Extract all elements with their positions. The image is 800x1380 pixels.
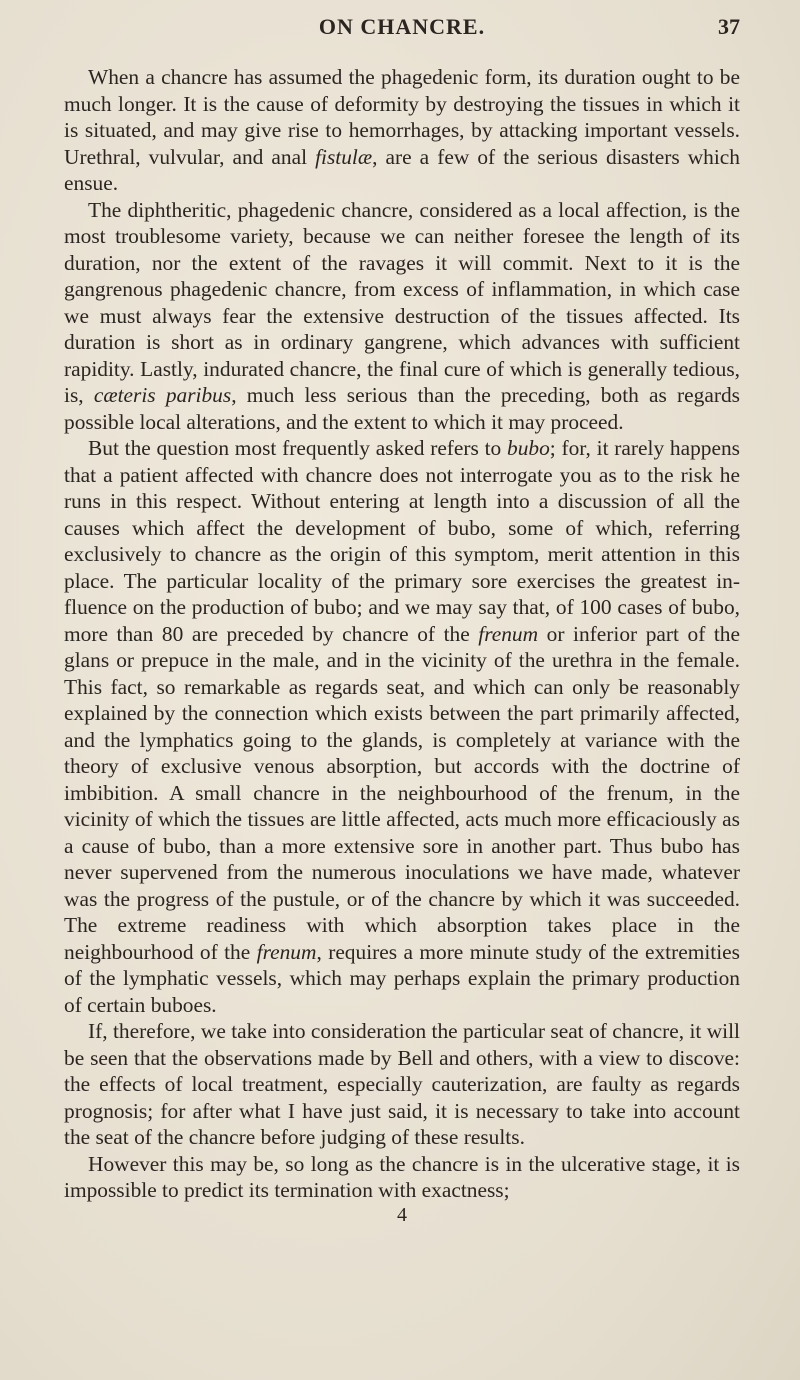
italic-term: bubo — [507, 436, 550, 460]
text-run: or inferior part of the glans or prepuce in the male, and in the vicinity of the urethra in the female. This fact, so remarkable as regards seat, and which can only be reasonably explained by the connection which exists between the part primarily affected, and the lymphatics going to the glands, is completely at variance with the theory of exclusive venous absorption, but accords with the doctrine of imbibition. A small chancre in the neighbourhood of the frenum, in the vicinity of which the tissues are little affected, acts much more efficaciously as a cause of bubo, than a more extensive sore in another part. Thus bubo has never supervened from the numerous inoculations we have made, whatever was the progress of the pustule, or of the chancre by which it was succeeded. The extreme readiness with which absorption takes place in the neighbourhood of the — [64, 621, 740, 964]
text-run: If, therefore, we take into consideration the particular seat of chancre, it will be seen that the observations made by Bell and others, with a view to discove: the effects of local treatment, especially cauterization, are faulty as regards prognosis; for after what I have just said, it is necessary to take into account the seat of the chancre before judging of these results. — [64, 1019, 740, 1149]
signature-mark: 4 — [397, 1203, 407, 1226]
text-run: The diphtheritic, phagedenic chancre, considered as a local affection, is the most troublesome variety, because we can neither foresee the length of its duration, nor the extent of the ravages it will commit. Next to it is the gangrenous phagedenic chancre, from excess of inflammation, in which case we must always fear the extensive destruction of the tissues affected. Its duration is short as in ordinary gangrene, which advances with sufficient rapidity. Lastly, indurated chancre, the final cure of which is generally tedious, is, — [64, 197, 740, 407]
italic-term: cæteris paribus — [93, 383, 232, 407]
italic-term: frenum — [478, 621, 539, 646]
paragraph — [64, 197, 740, 436]
text-run: , are a few of the serious disasters which ensue. — [64, 144, 740, 195]
running-head — [64, 0, 740, 40]
text-run: But the question most frequently asked refers to — [88, 436, 507, 460]
page-number: 37 — [718, 14, 740, 39]
text-run: When a chancre has assumed the phagedenic form, its duration ought to be much longer. It is the cause of deformity by destroying the tissues in which it is situated, and may give rise to hemorrhages, by attacking important vessels. Urethral, vulvular, and anal — [64, 65, 740, 169]
text-run: However this may be, so long as the chancre is in the ulcerative stage, it is impossible to predict its termination with exactness; — [64, 1151, 740, 1202]
text-run: ; for, it rarely happens that a patient affected with chancre does not interrogate you as to the risk he runs in this respect. Without entering at length into a discussion of all the causes which affect the development of bubo, some of which, referring exclusively to chancre as the origin of this symptom, merit attention in this place. The particular locality of the primary sore exercises the greatest influence on the production of bubo; and we may say that, of 100 cases of bubo, more than 80 are preceded by chancre of the — [64, 436, 740, 646]
paragraph — [64, 64, 740, 197]
running-title: ON CHANCRE. — [318, 14, 486, 39]
text-run: , much less serious than the preceding, both as regards possible local alterations, and the extent to which it may proceed. — [64, 383, 741, 434]
italic-term: frenum — [256, 939, 317, 964]
text-run: , requires a more minute study of the extremities of the lymphatic vessels, which may perhaps explain the primary production of certain buboes. — [64, 939, 740, 1017]
body-text — [64, 64, 740, 1226]
paragraph — [64, 1151, 740, 1204]
paragraph — [64, 1018, 740, 1151]
italic-term: fistulæ — [315, 144, 373, 169]
paragraph — [64, 435, 740, 1018]
